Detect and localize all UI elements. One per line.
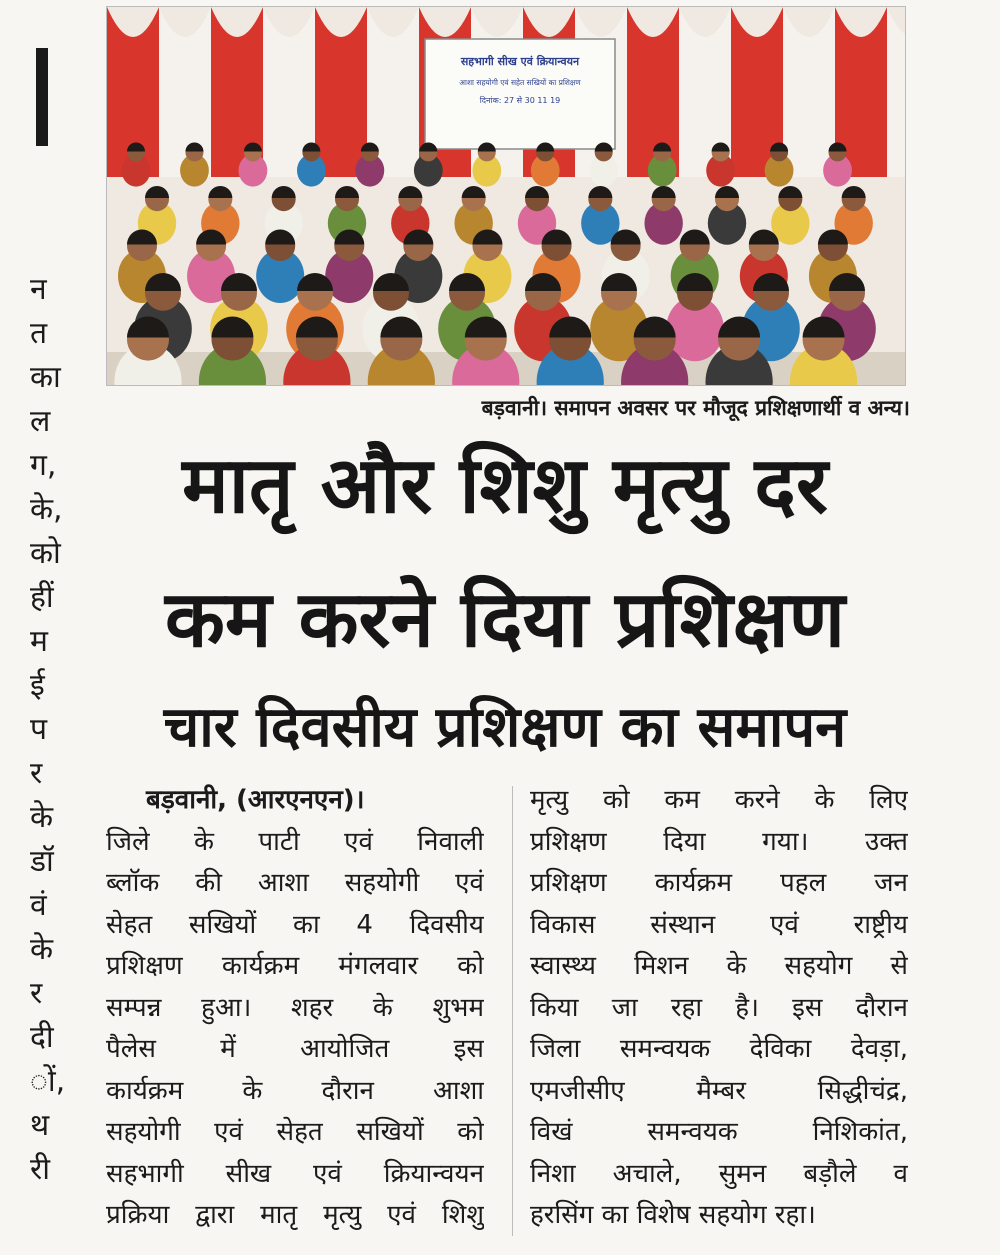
body-line: ब्लॉक की आशा सहयोगी एवं xyxy=(106,868,484,898)
body-line: प्रशिक्षण कार्यक्रम पहल जन xyxy=(530,868,908,898)
training-banner xyxy=(425,39,615,149)
fragment-text: का xyxy=(30,360,61,395)
body-line: सम्पन्न हुआ। शहर के शुभम xyxy=(106,992,484,1023)
fragment-text: हीं xyxy=(30,580,54,615)
fragment-text: प xyxy=(30,712,48,747)
subheadline: चार दिवसीय प्रशिक्षण का समापन xyxy=(163,695,847,760)
fragment-text: र xyxy=(30,756,43,791)
body-line: विखं समन्वयक निशिकांत, xyxy=(530,1117,908,1147)
body-line: जिला समन्वयक देविका देवड़ा, xyxy=(530,1034,908,1064)
body-line: कार्यक्रम के दौरान आशा xyxy=(106,1075,484,1106)
fragment-text: थ xyxy=(30,1108,50,1143)
previous-article-column xyxy=(0,0,80,1255)
body-line: विकास संस्थान एवं राष्ट्रीय xyxy=(530,909,908,940)
fragment-text: दी xyxy=(30,1020,54,1055)
fragment-text: र xyxy=(30,976,43,1011)
article-column-1 xyxy=(106,780,484,1237)
banner-subtitle: आशा सहयोगी एवं सहेत सखियों का प्रशिक्षण xyxy=(459,78,581,87)
body-line: एमजीसीए मैम्बर सिद्धीचंद्र, xyxy=(530,1075,908,1106)
banner-date: दिनांक: 27 से 30 11 19 xyxy=(479,96,561,105)
body-line: प्रशिक्षण दिया गया। उक्त xyxy=(530,826,908,857)
fragment-text: ग, xyxy=(30,448,57,483)
fragment-text: के xyxy=(30,932,54,967)
article-column-2 xyxy=(530,780,908,1237)
fragment-text: के xyxy=(30,800,54,835)
body-line: स्वास्थ्य मिशन के सहयोग से xyxy=(530,951,908,981)
body-line: किया जा रहा है। इस दौरान xyxy=(530,992,908,1023)
fragment-text: के, xyxy=(30,492,63,527)
body-line: हरसिंग का विशेष सहयोग रहा। xyxy=(530,1200,816,1230)
fragment-text: ई xyxy=(30,668,45,703)
banner-title: सहभागी सीख एवं क्रियान्वयन xyxy=(460,55,580,68)
fragment-text: री xyxy=(30,1152,51,1187)
body-line: सहयोगी एवं सेहत सखियों को xyxy=(106,1117,484,1147)
fragment-text: को xyxy=(30,536,61,571)
headline-line-2: कम करने दिया प्रशिक्षण xyxy=(164,575,846,665)
fragment-text: म xyxy=(30,624,48,659)
group-photo-illustration xyxy=(107,7,906,386)
body-line: मृत्यु को कम करने के लिए xyxy=(530,785,908,815)
fragment-text: डॉ xyxy=(30,844,54,879)
column-marker xyxy=(36,48,48,146)
fragment-text: वं xyxy=(30,888,47,923)
body-line: जिले के पाटी एवं निवाली xyxy=(106,826,484,857)
dateline: बड़वानी, (आरएनएन)। xyxy=(146,785,365,815)
photo-caption: बड़वानी। समापन अवसर पर मौजूद प्रशिक्षणार्थी व अन्य। xyxy=(481,396,910,420)
body-line: प्रक्रिया द्वारा मातृ मृत्यु एवं शिशु xyxy=(106,1200,484,1230)
fragment-text: त xyxy=(30,316,48,351)
body-line: पैलेस में आयोजित इस xyxy=(106,1034,484,1064)
fragment-text: ों, xyxy=(30,1064,66,1099)
column-divider xyxy=(512,786,513,1236)
body-line: सहभागी सीख एवं क्रियान्वयन xyxy=(106,1158,484,1189)
body-line: निशा अचाले, सुमन बड़ौले व xyxy=(530,1158,908,1189)
fragment-text: ल xyxy=(30,404,51,439)
news-photo xyxy=(106,6,906,386)
headline-line-1: मातृ और शिशु मृत्यु दर xyxy=(182,441,828,531)
fragment-text: न xyxy=(30,272,47,307)
body-line: सेहत सखियों का 4 दिवसीय xyxy=(106,909,484,940)
body-line: प्रशिक्षण कार्यक्रम मंगलवार को xyxy=(106,951,484,981)
